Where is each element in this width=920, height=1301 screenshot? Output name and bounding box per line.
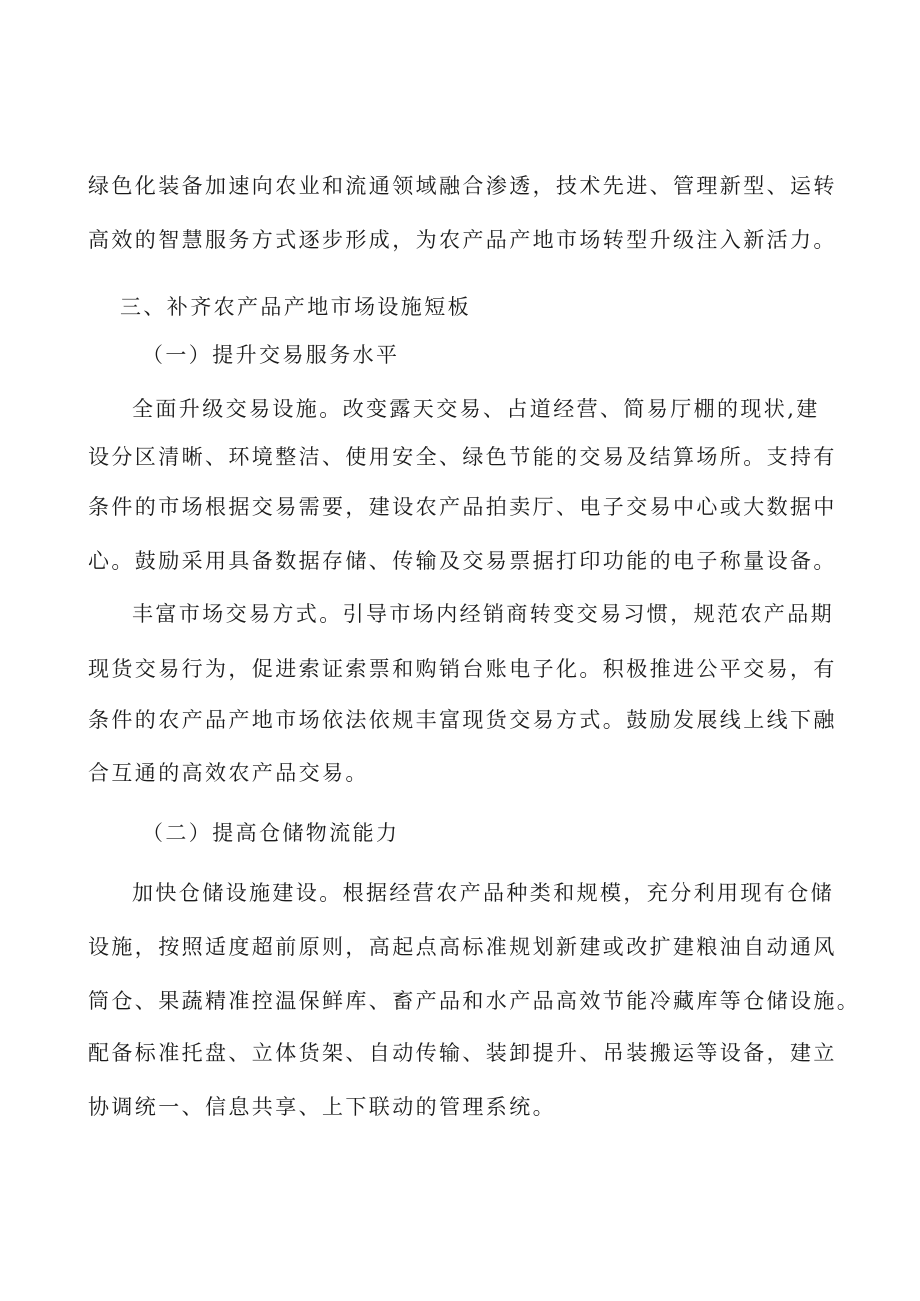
paragraph-line: 设施，按照适度超前原则，高起点高标准规划新建或改扩建粮油自动通风	[88, 935, 837, 959]
paragraph-line: 设分区清晰、环境整洁、使用安全、绿色节能的交易及结算场所。支持有	[88, 445, 837, 469]
paragraph-line: 全面升级交易设施。改变露天交易、占道经营、简易厅棚的现状,建	[132, 397, 820, 421]
intro-line: 高效的智慧服务方式逐步形成，为农产品产地市场转型升级注入新活力。	[88, 228, 837, 252]
paragraph-line: 协调统一、信息共享、上下联动的管理系统。	[88, 1095, 556, 1119]
paragraph-line: 加快仓储设施建设。根据经营农产品种类和规模，充分利用现有仓储	[132, 881, 834, 905]
paragraph-line: 合互通的高效农产品交易。	[88, 761, 369, 785]
paragraph-line: 条件的市场根据交易需要，建设农产品拍卖厅、电子交易中心或大数据中	[88, 495, 837, 519]
paragraph-line: 筒仓、果蔬精准控温保鲜库、畜产品和水产品高效节能冷藏库等仓储设施。	[88, 989, 861, 1013]
paragraph-line: 丰富市场交易方式。引导市场内经销商转变交易习惯，规范农产品期	[132, 602, 834, 626]
paragraph-line: 配备标准托盘、立体货架、自动传输、装卸提升、吊装搬运等设备，建立	[88, 1041, 837, 1065]
paragraph-line: 心。鼓励采用具备数据存储、传输及交易票据打印功能的电子称量设备。	[88, 549, 837, 573]
paragraph-line: 条件的农产品产地市场依法依规丰富现货交易方式。鼓励发展线上线下融	[88, 708, 837, 732]
section-heading: 三、补齐农产品产地市场设施短板	[120, 295, 471, 319]
paragraph-line: 现货交易行为，促进索证索票和购销台账电子化。积极推进公平交易，有	[88, 657, 837, 681]
subsection-heading: （二）提高仓储物流能力	[142, 821, 400, 845]
subsection-heading: （一）提升交易服务水平	[142, 343, 400, 367]
intro-line: 绿色化装备加速向农业和流通领域融合渗透，技术先进、管理新型、运转	[88, 174, 837, 198]
